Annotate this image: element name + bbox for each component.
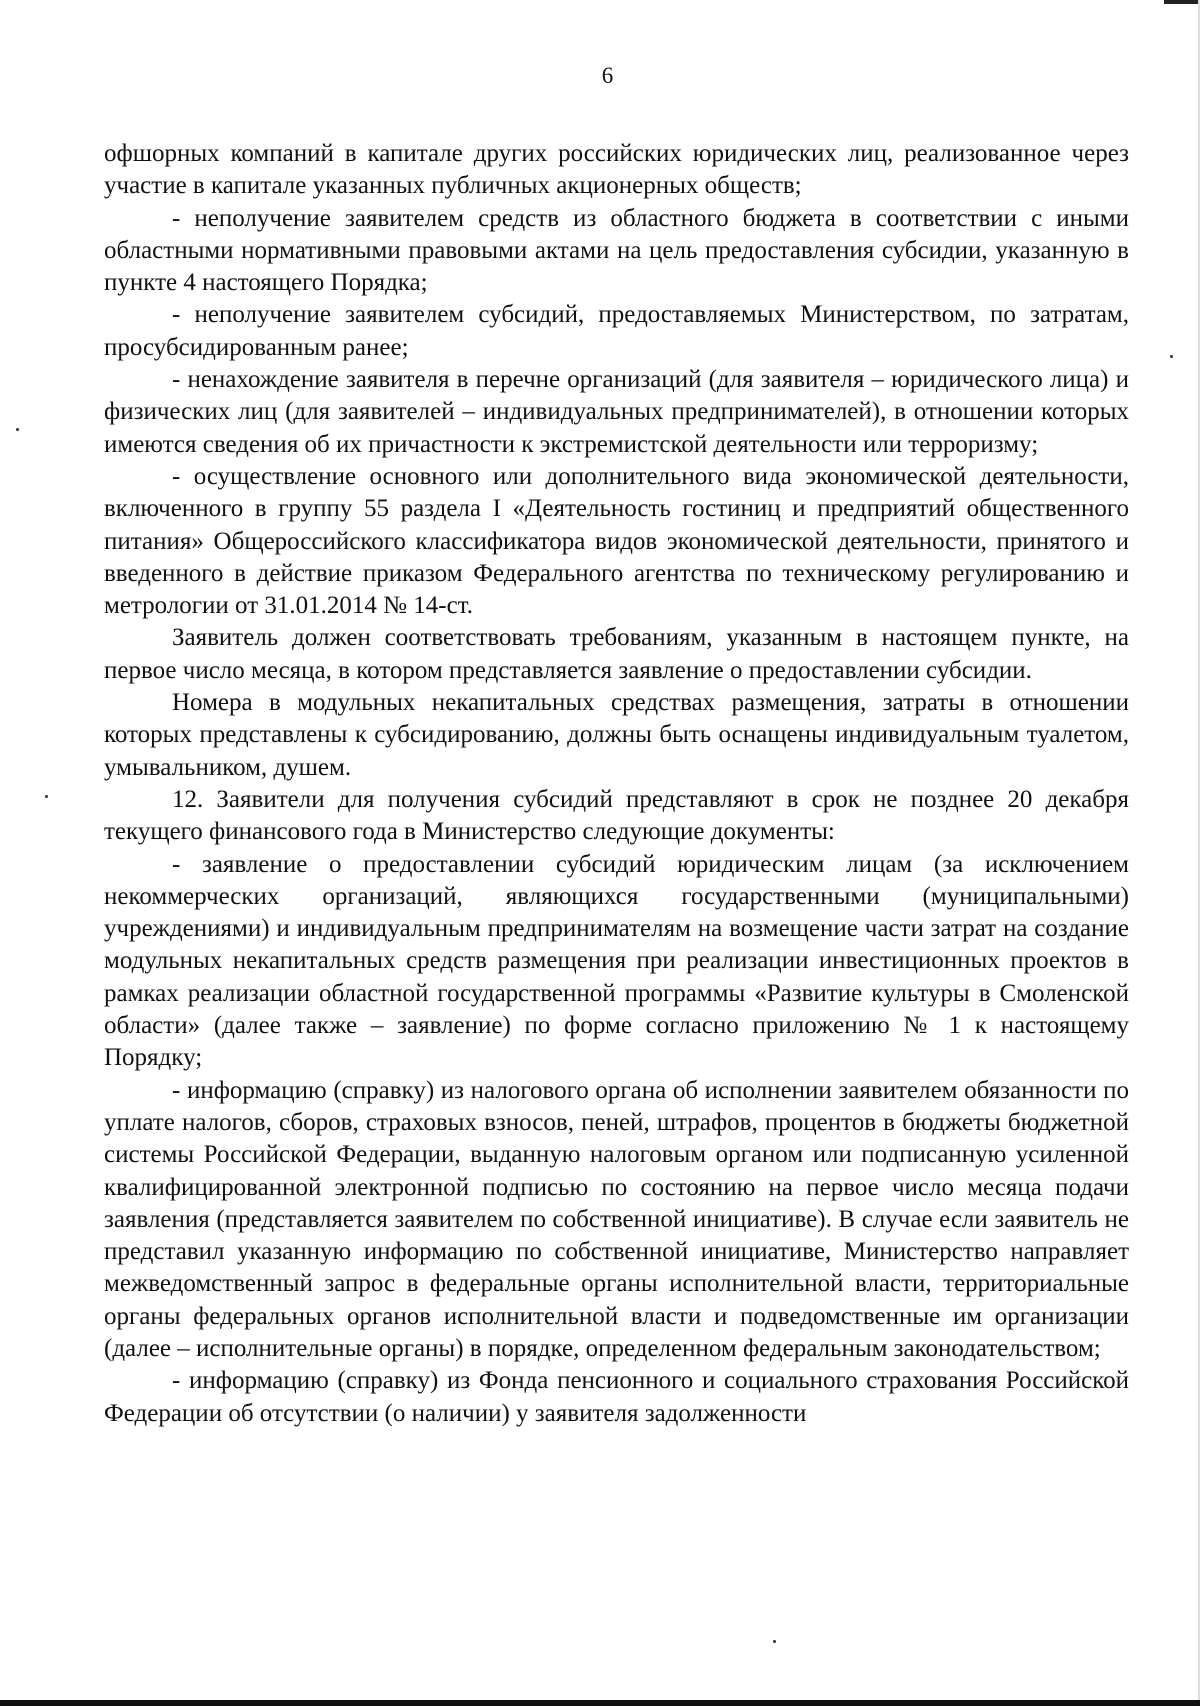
paragraph: - неполучение заявителем субсидий, предоставляемых Министерством, по затратам, просубсидированным ранее; bbox=[104, 301, 1129, 361]
paragraph: - осуществление основного или дополнительного вида экономической деятельности, включенного в группу 55 раздела I «Деятельность гостиниц и предприятий общественного питания» Общероссийского классификатора видов экономической деятельности, принятого и введенного в действие приказом Федерального агентства по техническому регулированию и метрологии от 31.01.2014 № 14-ст. bbox=[104, 462, 1129, 620]
paragraph: - заявление о предоставлении субсидий юридическим лицам (за исключением некоммерческих организаций, являющихся государственными (муниципальными) учреждениями) и индивидуальным предпринимателям на возмещение части затрат на создание модульных некапитальных средств размещения при реализации инвестиционных проектов в рамках реализации областной государственной программы «Развитие культуры в Смоленской области» (далее также – заявление) по форме согласно приложению № 1 к настоящему Порядку; bbox=[104, 850, 1129, 1072]
paragraph: - информацию (справку) из Фонда пенсионного и социального страхования Российской Федерации об отсутствии (о наличии) у заявителя задолженности bbox=[104, 1367, 1129, 1427]
scan-speck bbox=[16, 428, 19, 431]
page-number: 6 bbox=[601, 63, 614, 88]
scan-speck bbox=[773, 1640, 776, 1643]
paragraph: Номера в модульных некапитальных средствах размещения, затраты в отношении которых представлены к субсидированию, должны быть оснащены индивидуальным туалетом, умывальником, душем. bbox=[104, 689, 1129, 781]
paragraph: 12. Заявители для получения субсидий представляют в срок не позднее 20 декабря текущего финансового года в Министерство следующие документы: bbox=[104, 785, 1129, 846]
paragraph: офшорных компаний в капитале других российских юридических лиц, реализованное через участие в капитале указанных публичных акционерных обществ; bbox=[104, 140, 1129, 200]
scan-speck bbox=[1170, 355, 1173, 358]
document-body bbox=[104, 138, 1129, 1430]
paragraph: - информацию (справку) из налогового органа об исполнении заявителем обязанности по уплате налогов, сборов, страховых взносов, пеней, штрафов, процентов в бюджеты бюджетной системы Российской Федерации, выданную налоговым органом или подписанную усиленной квалифицированной электронной подписью по состоянию на первое число месяца подачи заявления (представляется заявителем по собственной инициативе). В случае если заявитель не представил указанную информацию по собственной инициативе, Министерство направляет межведомственный запрос в федеральные органы исполнительной власти, территориальные органы федеральных органов исполнительной власти и подведомственные им организации (далее – исполнительные органы) в порядке, определенном федеральным законодательством; bbox=[104, 1076, 1129, 1362]
paragraph: - неполучение заявителем средств из областного бюджета в соответствии с иными областными нормативными правовыми актами на цель предоставления субсидии, указанную в пункте 4 настоящего Порядка; bbox=[104, 204, 1129, 297]
paragraph: - ненахождение заявителя в перечне организаций (для заявителя – юридического лица) и физических лиц (для заявителей – индивидуальных предпринимателей), в отношении которых имеются сведения об их причастности к экстремистской деятельности или терроризму; bbox=[104, 366, 1129, 458]
paragraph: Заявитель должен соответствовать требованиям, указанным в настоящем пункте, на первое число месяца, в котором представляется заявление о предоставлении субсидии. bbox=[104, 624, 1129, 684]
scan-speck bbox=[45, 795, 48, 798]
scan-artifact-top bbox=[1164, 0, 1200, 4]
scan-artifact-bottom bbox=[0, 1700, 1200, 1706]
